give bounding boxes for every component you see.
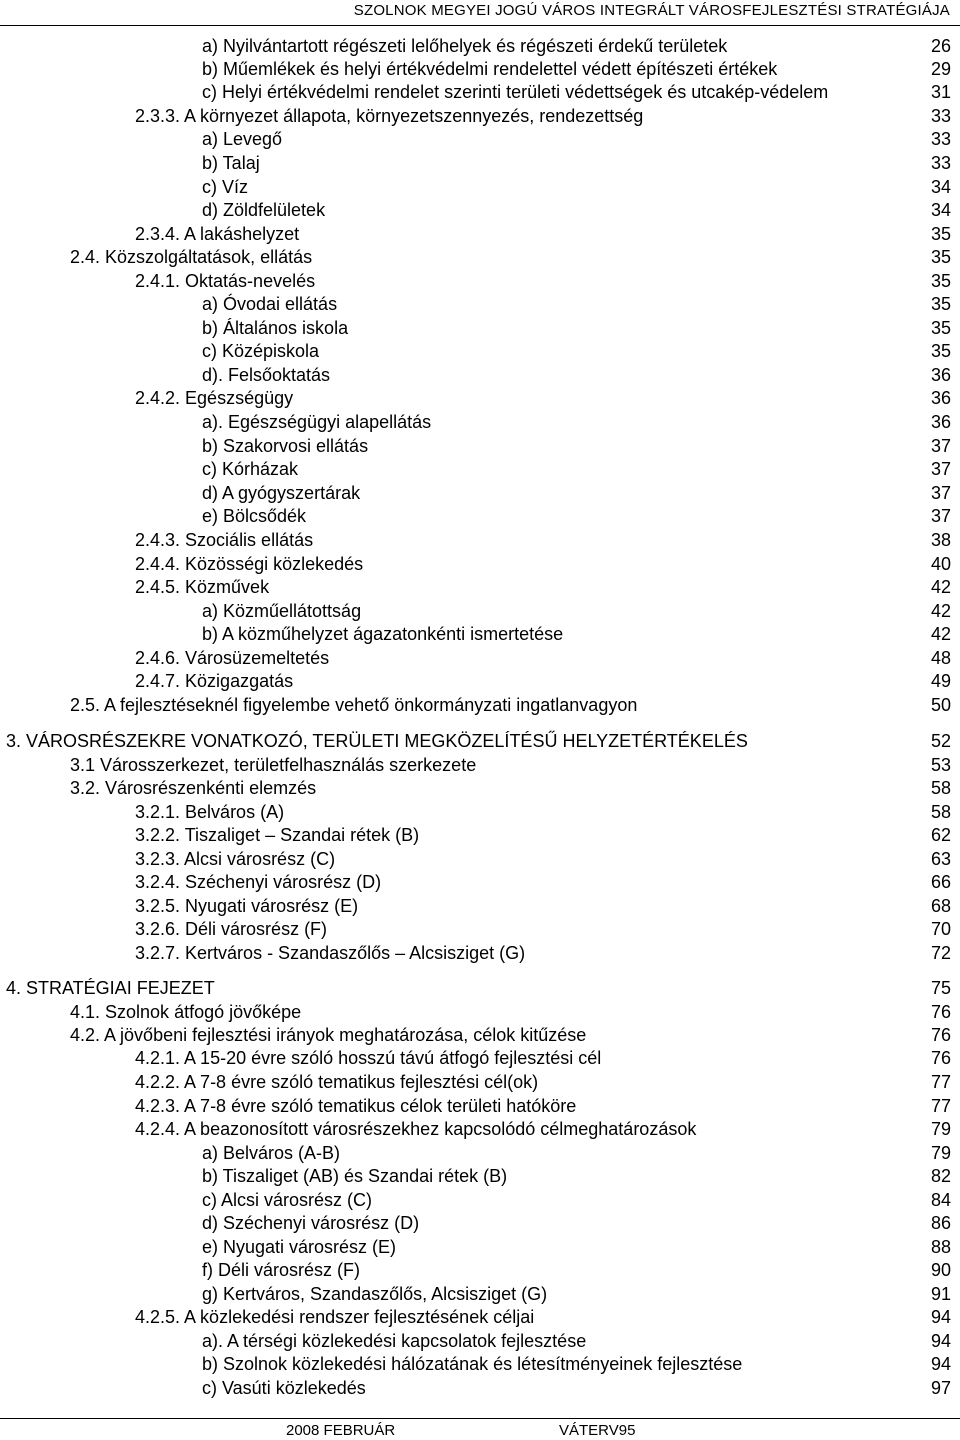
toc-entry: [0, 1023, 960, 1047]
toc-entry-title: 2.3.4. A lakáshelyzet: [135, 224, 300, 244]
toc-entry-page: 38: [930, 530, 951, 550]
toc-entry-title: d) A gyógyszertárak: [202, 483, 361, 503]
toc-entry-page: 97: [930, 1378, 951, 1398]
toc-entry-page: 66: [930, 872, 951, 892]
toc-entry-page: 63: [930, 849, 951, 869]
toc-entry-page: 35: [930, 318, 951, 338]
toc-entry-title: 2.4.1. Oktatás-nevelés: [135, 271, 316, 291]
toc-entry: [0, 363, 960, 387]
toc-entry: [0, 753, 960, 777]
footer-document-id: VÁTERV95: [559, 1422, 636, 1439]
toc-entry: [0, 847, 960, 871]
toc-entry-title: e) Nyugati városrész (E): [202, 1237, 397, 1257]
toc-entry: [0, 1070, 960, 1094]
toc-entry-page: 70: [930, 919, 951, 939]
toc-entry-page: 35: [930, 294, 951, 314]
toc-entry: [0, 1188, 960, 1212]
toc-entry-title: 3.2. Városrészenkénti elemzés: [70, 778, 317, 798]
toc-entry-title: g) Kertváros, Szandaszőlős, Alcsisziget (G): [202, 1284, 548, 1304]
toc-entry: [0, 1000, 960, 1024]
toc-entry-title: 3.2.1. Belváros (A): [135, 802, 285, 822]
toc-entry: [0, 776, 960, 800]
toc-entry-page: 79: [930, 1119, 951, 1139]
toc-entry-title: c) Víz: [202, 177, 249, 197]
toc-entry-title: f) Déli városrész (F): [202, 1260, 361, 1280]
toc-entry: [0, 552, 960, 576]
toc-entry-title: b) Szolnok közlekedési hálózatának és létesítményeinek fejlesztése: [202, 1354, 743, 1374]
toc-entry-page: 94: [930, 1354, 951, 1374]
toc-entry: [0, 941, 960, 965]
toc-entry-page: 77: [930, 1072, 951, 1092]
toc-entry-title: 3.2.5. Nyugati városrész (E): [135, 896, 359, 916]
toc-entry-title: 2.4.4. Közösségi közlekedés: [135, 554, 364, 574]
toc-entry: [0, 504, 960, 528]
toc-entry-title: 2.4.6. Városüzemeltetés: [135, 648, 330, 668]
toc-entry-page: 76: [930, 1048, 951, 1068]
toc-entry: [0, 1141, 960, 1165]
toc-entry-page: 76: [930, 1002, 951, 1022]
toc-entry-page: 35: [930, 271, 951, 291]
toc-entry-page: 72: [930, 943, 951, 963]
toc-entry: [0, 292, 960, 316]
toc-entry-page: 34: [930, 200, 951, 220]
toc-entry: [0, 1258, 960, 1282]
toc-entry-page: 53: [930, 755, 951, 775]
toc-entry: [0, 316, 960, 340]
toc-entry-title: 4.1. Szolnok átfogó jövőképe: [70, 1002, 302, 1022]
toc-entry-title: c) Középiskola: [202, 341, 320, 361]
toc-entry: [0, 339, 960, 363]
toc-entry-page: 40: [930, 554, 951, 574]
toc-entry-title: 2.4.7. Közigazgatás: [135, 671, 294, 691]
toc-entry: [0, 34, 960, 58]
toc-entry-page: 33: [930, 129, 951, 149]
toc-entry-page: 33: [930, 153, 951, 173]
toc-entry-title: c) Helyi értékvédelmi rendelet szerinti területi védettségek és utcakép-védelem: [202, 82, 829, 102]
toc-entry-title: 3.2.7. Kertváros - Szandaszőlős – Alcsisziget (G): [135, 943, 526, 963]
toc-entry-title: 3.2.4. Széchenyi városrész (D): [135, 872, 382, 892]
toc-entry-title: a). Egészségügyi alapellátás: [202, 412, 432, 432]
toc-entry-title: 2.4.3. Szociális ellátás: [135, 530, 314, 550]
toc-entry-page: 84: [930, 1190, 951, 1210]
toc-entry-page: 34: [930, 177, 951, 197]
toc-entry: [0, 1117, 960, 1141]
toc-entry-page: 91: [930, 1284, 951, 1304]
toc-entry-title: 3. VÁROSRÉSZEKRE VONATKOZÓ, TERÜLETI MEGKÖZELÍTÉSŰ HELYZETÉRTÉKELÉS: [6, 731, 748, 751]
toc-entry-title: 2.5. A fejlesztéseknél figyelembe vehető önkormányzati ingatlanvagyon: [70, 695, 638, 715]
toc-entry-title: b) Általános iskola: [202, 318, 349, 338]
toc-entry: [0, 1094, 960, 1118]
toc-entry-title: c) Vasúti közlekedés: [202, 1378, 366, 1398]
toc-entry: [0, 1164, 960, 1188]
toc-entry: [0, 800, 960, 824]
toc-entry-title: 4.2.4. A beazonosított városrészekhez kapcsolódó célmeghatározások: [135, 1119, 697, 1139]
toc-entry-title: 2.4.2. Egészségügy: [135, 388, 294, 408]
toc-entry-page: 49: [930, 671, 951, 691]
toc-entry-page: 37: [930, 436, 951, 456]
toc-entry-title: 3.2.2. Tiszaliget – Szandai rétek (B): [135, 825, 420, 845]
toc-entry-title: d) Zöldfelületek: [202, 200, 326, 220]
toc-entry-page: 75: [930, 978, 951, 998]
toc-entry-title: a) Levegő: [202, 129, 283, 149]
toc-entry: [0, 1046, 960, 1070]
toc-entry-title: a) Belváros (A-B): [202, 1143, 341, 1163]
toc-entry-title: a) Óvodai ellátás: [202, 294, 338, 314]
toc-entry-title: 3.2.6. Déli városrész (F): [135, 919, 328, 939]
toc-entry-title: 3.2.3. Alcsi városrész (C): [135, 849, 336, 869]
toc-entry-title: b) Tiszaliget (AB) és Szandai rétek (B): [202, 1166, 508, 1186]
toc-entry-page: 94: [930, 1331, 951, 1351]
toc-entry-page: 77: [930, 1096, 951, 1116]
toc-entry: [0, 1305, 960, 1329]
toc-entry-title: 4.2.2. A 7-8 évre szóló tematikus fejlesztési cél(ok): [135, 1072, 539, 1092]
toc-entry-title: b) Műemlékek és helyi értékvédelmi rendelettel védett építészeti értékek: [202, 59, 778, 79]
toc-entry-title: 4.2.3. A 7-8 évre szóló tematikus célok területi hatóköre: [135, 1096, 577, 1116]
toc-entry-title: b) A közműhelyzet ágazatonkénti ismertetése: [202, 624, 564, 644]
toc-entry: [0, 646, 960, 670]
toc-entry: [0, 1329, 960, 1353]
toc-entry: [0, 222, 960, 246]
toc-entry-title: e) Bölcsődék: [202, 506, 307, 526]
toc-entry: [0, 1282, 960, 1306]
toc-entry: [0, 729, 960, 753]
toc-entry-page: 62: [930, 825, 951, 845]
toc-entry-page: 37: [930, 459, 951, 479]
toc-entry-title: a) Nyilvántartott régészeti lelőhelyek és régészeti érdekű területek: [202, 36, 728, 56]
toc-entry-page: 48: [930, 648, 951, 668]
toc-entry-title: d) Széchenyi városrész (D): [202, 1213, 420, 1233]
toc-entry-title: 4.2.5. A közlekedési rendszer fejlesztésének céljai: [135, 1307, 535, 1327]
toc-entry: [0, 386, 960, 410]
toc-entry-page: 36: [930, 365, 951, 385]
toc-entry: [0, 870, 960, 894]
toc-entry-page: 42: [930, 624, 951, 644]
toc-entry-title: 4.2. A jövőbeni fejlesztési irányok meghatározása, célok kitűzése: [70, 1025, 587, 1045]
toc-entry-page: 86: [930, 1213, 951, 1233]
toc-entry-title: 3.1 Városszerkezet, területfelhasználás szerkezete: [70, 755, 477, 775]
footer-date: 2008 FEBRUÁR: [286, 1422, 396, 1439]
toc-entry-title: 4.2.1. A 15-20 évre szóló hosszú távú átfogó fejlesztési cél: [135, 1048, 602, 1068]
toc-entry: [0, 1376, 960, 1400]
toc-entry-page: 94: [930, 1307, 951, 1327]
toc-entry-page: 29: [930, 59, 951, 79]
toc-entry: [0, 80, 960, 104]
toc-entry-page: 79: [930, 1143, 951, 1163]
page-footer: [0, 1418, 960, 1440]
toc-entry: [0, 410, 960, 434]
toc-entry-title: 2.3.3. A környezet állapota, környezetszennyezés, rendezettség: [135, 106, 644, 126]
toc-entry-title: a). A térségi közlekedési kapcsolatok fejlesztése: [202, 1331, 587, 1351]
toc-entry: [0, 1352, 960, 1376]
toc-entry-title: c) Alcsi városrész (C): [202, 1190, 373, 1210]
toc-entry: [0, 481, 960, 505]
toc-entry-title: 4. STRATÉGIAI FEJEZET: [6, 978, 215, 998]
toc-entry: [0, 894, 960, 918]
toc-entry-page: 90: [930, 1260, 951, 1280]
toc-entry: [0, 976, 960, 1000]
toc-entry-page: 26: [930, 36, 951, 56]
toc-entry-page: 36: [930, 412, 951, 432]
toc-entry: [0, 434, 960, 458]
toc-entry: [0, 693, 960, 717]
toc-entry-page: 50: [930, 695, 951, 715]
toc-entry: [0, 669, 960, 693]
toc-entry: [0, 1211, 960, 1235]
toc-entry-page: 37: [930, 483, 951, 503]
toc-entry: [0, 175, 960, 199]
toc-entry-title: d). Felsőoktatás: [202, 365, 331, 385]
toc-entry: [0, 127, 960, 151]
toc-entry-page: 35: [930, 247, 951, 267]
toc-entry-page: 42: [930, 577, 951, 597]
toc-entry: [0, 269, 960, 293]
toc-entry-page: 31: [930, 82, 951, 102]
toc-entry-page: 35: [930, 224, 951, 244]
toc-entry: [0, 575, 960, 599]
toc-entry-page: 76: [930, 1025, 951, 1045]
toc-entry: [0, 528, 960, 552]
toc-entry-page: 58: [930, 778, 951, 798]
toc-entry: [0, 57, 960, 81]
toc-entry-page: 35: [930, 341, 951, 361]
toc-entry-page: 36: [930, 388, 951, 408]
toc-entry: [0, 917, 960, 941]
toc-entry: [0, 622, 960, 646]
toc-entry-page: 37: [930, 506, 951, 526]
toc-entry-page: 82: [930, 1166, 951, 1186]
toc-entry: [0, 198, 960, 222]
document-title: SZOLNOK MEGYEI JOGÚ VÁROS INTEGRÁLT VÁROSFEJLESZTÉSI STRATÉGIÁJA: [353, 2, 950, 19]
toc-entry-title: c) Kórházak: [202, 459, 299, 479]
toc-entry: [0, 599, 960, 623]
toc-entry: [0, 245, 960, 269]
toc-entry: [0, 1235, 960, 1259]
toc-entry-page: 88: [930, 1237, 951, 1257]
toc-entry-page: 33: [930, 106, 951, 126]
toc-entry-title: 2.4.5. Közművek: [135, 577, 270, 597]
toc-entry: [0, 823, 960, 847]
toc-entry-page: 42: [930, 601, 951, 621]
toc-entry-title: a) Közműellátottság: [202, 601, 362, 621]
toc-entry-page: 68: [930, 896, 951, 916]
toc-entry-title: b) Talaj: [202, 153, 260, 173]
toc-entry-title: 2.4. Közszolgáltatások, ellátás: [70, 247, 313, 267]
toc-entry: [0, 104, 960, 128]
toc-entry: [0, 457, 960, 481]
toc-entry-page: 58: [930, 802, 951, 822]
toc-entry-title: b) Szakorvosi ellátás: [202, 436, 369, 456]
toc-entry-page: 52: [930, 731, 951, 751]
toc-entry: [0, 151, 960, 175]
